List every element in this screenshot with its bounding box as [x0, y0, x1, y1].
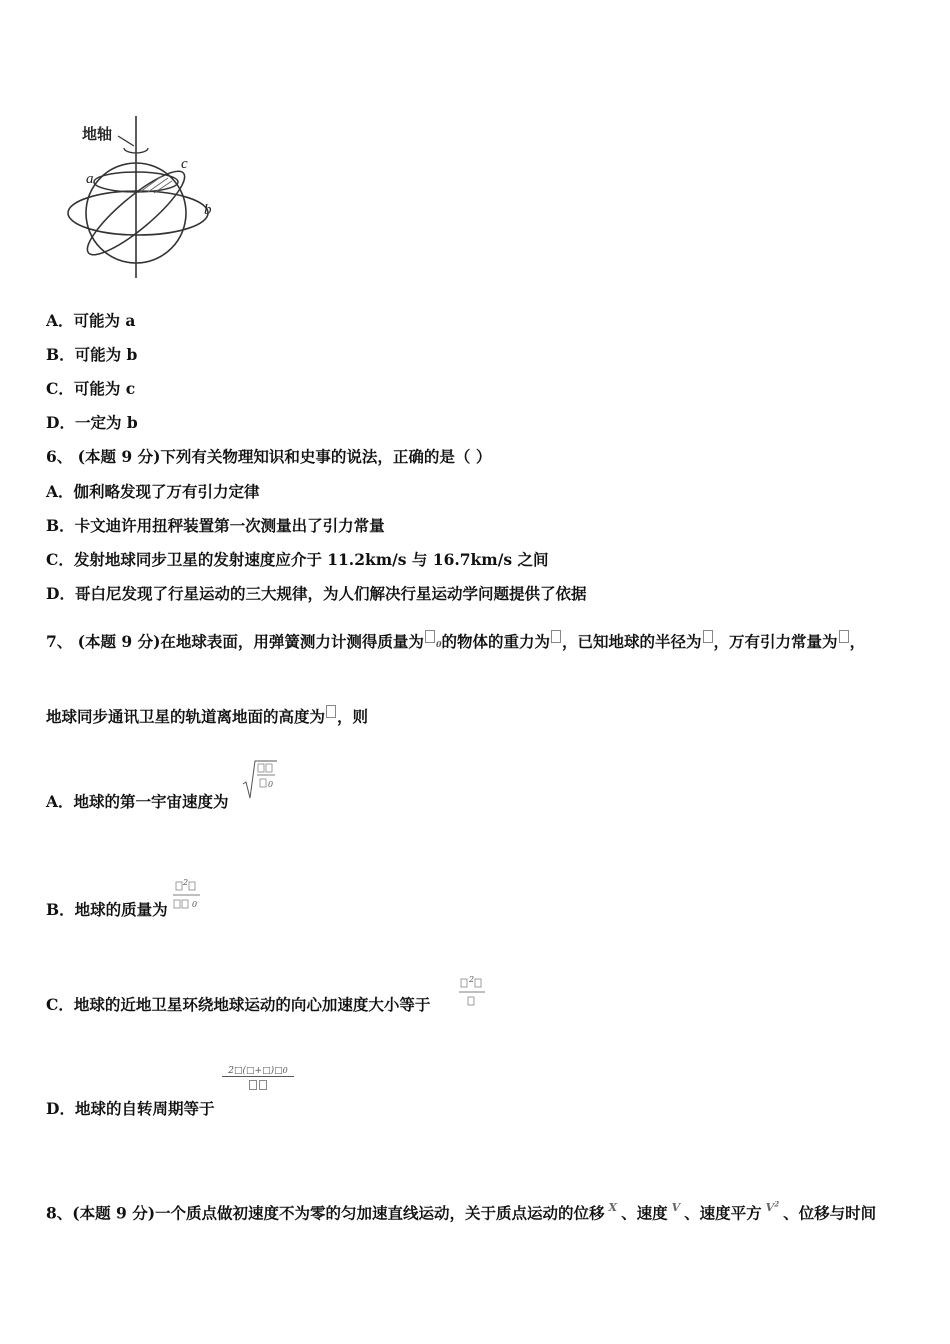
q6-stem: 6、 (本题 9 分)下列有关物理知识和史事的说法，正确的是（ ）	[46, 447, 492, 466]
q7-option-a-formula	[242, 758, 278, 806]
q7-stem-part5: ，	[849, 632, 866, 651]
q5-option-b: B．可能为 b	[46, 345, 138, 364]
period-numerator: 2□(□+□)□	[228, 1066, 283, 1076]
orbit-diagram	[44, 106, 228, 286]
q7-option-d	[46, 1099, 214, 1119]
math-placeholder-p	[551, 630, 561, 643]
math-placeholder-g	[249, 1080, 257, 1090]
orbit-b	[68, 191, 208, 235]
q7-stem-line2	[46, 705, 368, 727]
axis-pointer	[118, 136, 134, 146]
math-placeholder-g	[839, 630, 849, 643]
var-v2-base: V	[765, 1200, 775, 1214]
q8-stem	[46, 1194, 876, 1224]
orbit-label-b: b	[204, 202, 212, 218]
q7-option-d-formula	[222, 1066, 294, 1098]
q7-option-c-text: C．地球的近地卫星环绕地球运动的向心加速度大小等于	[46, 995, 431, 1014]
q6-option-d: D．哥白尼发现了行星运动的三大规律，为人们解决行星运动学问题提供了依据	[46, 584, 587, 603]
q6-option-a: A．伽利略发现了万有引力定律	[46, 482, 260, 501]
math-placeholder-m	[425, 630, 435, 643]
q5-option-c: C．可能为 c	[46, 379, 136, 398]
q7-option-c-formula	[458, 974, 488, 1014]
q8-sep1: 、速度	[621, 1203, 668, 1223]
q7-stem-part4: ，万有引力常量为	[713, 632, 838, 651]
math-placeholder-p	[259, 1080, 267, 1090]
math-placeholder-r	[703, 630, 713, 643]
period-denominator	[222, 1079, 294, 1098]
q5-option-a: A．可能为 a	[46, 311, 136, 330]
q6-option-c: C．发射地球同步卫星的发射速度应介于 11.2km/s 与 16.7km/s 之间	[46, 550, 549, 569]
subscript-0: 0	[268, 780, 274, 789]
var-v2-exp: 2	[774, 1199, 780, 1208]
q7-stem-part1: 7、 (本题 9 分)在地球表面，用弹簧测力计测得质量为	[46, 632, 424, 651]
subscript-0: 0	[282, 1066, 288, 1075]
var-x: X	[608, 1200, 618, 1214]
hatch-3	[154, 181, 172, 193]
superscript-2: 2	[469, 975, 475, 984]
q8-sep2: 、速度平方	[684, 1203, 762, 1223]
axis-label: 地轴	[82, 126, 113, 143]
var-v: V	[671, 1200, 681, 1214]
math-placeholder-h	[326, 705, 336, 718]
q7-option-b-formula	[172, 878, 202, 920]
q7-stem-part2: 的物体的重力为	[441, 632, 551, 651]
q5-option-d: D．一定为 b	[46, 413, 138, 432]
subscript-0: 0	[192, 900, 198, 909]
orbit-label-c: c	[181, 156, 188, 172]
superscript-2: 2	[183, 878, 189, 887]
q7-option-c	[46, 995, 430, 1015]
q8-stem-part2: 、位移与时间	[783, 1203, 877, 1223]
q7-stem-line2b: ，则	[337, 707, 369, 726]
var-v-squared	[766, 1201, 779, 1214]
q7-stem-line2a: 地球同步通讯卫星的轨道离地面的高度为	[46, 707, 326, 726]
earth-orbits-figure	[44, 106, 228, 286]
q7-option-a	[46, 792, 229, 812]
q7-stem-line1	[46, 630, 865, 654]
q6-option-b: B．卡文迪许用扭秤装置第一次测量出了引力常量	[46, 516, 385, 535]
q7-stem-part3: ，已知地球的半径为	[562, 632, 702, 651]
subscript-0: 0	[435, 639, 442, 649]
q8-stem-part1: 8、(本题 9 分)一个质点做初速度不为零的匀加速直线运动，关于质点运动的位移	[46, 1203, 605, 1223]
orbit-label-a: a	[86, 171, 94, 187]
q7-option-b-text: B．地球的质量为	[46, 900, 168, 919]
q7-option-b	[46, 900, 168, 920]
q7-option-d-text: D．地球的自转周期等于	[46, 1099, 215, 1118]
q7-option-a-text: A．地球的第一宇宙速度为	[46, 792, 229, 811]
